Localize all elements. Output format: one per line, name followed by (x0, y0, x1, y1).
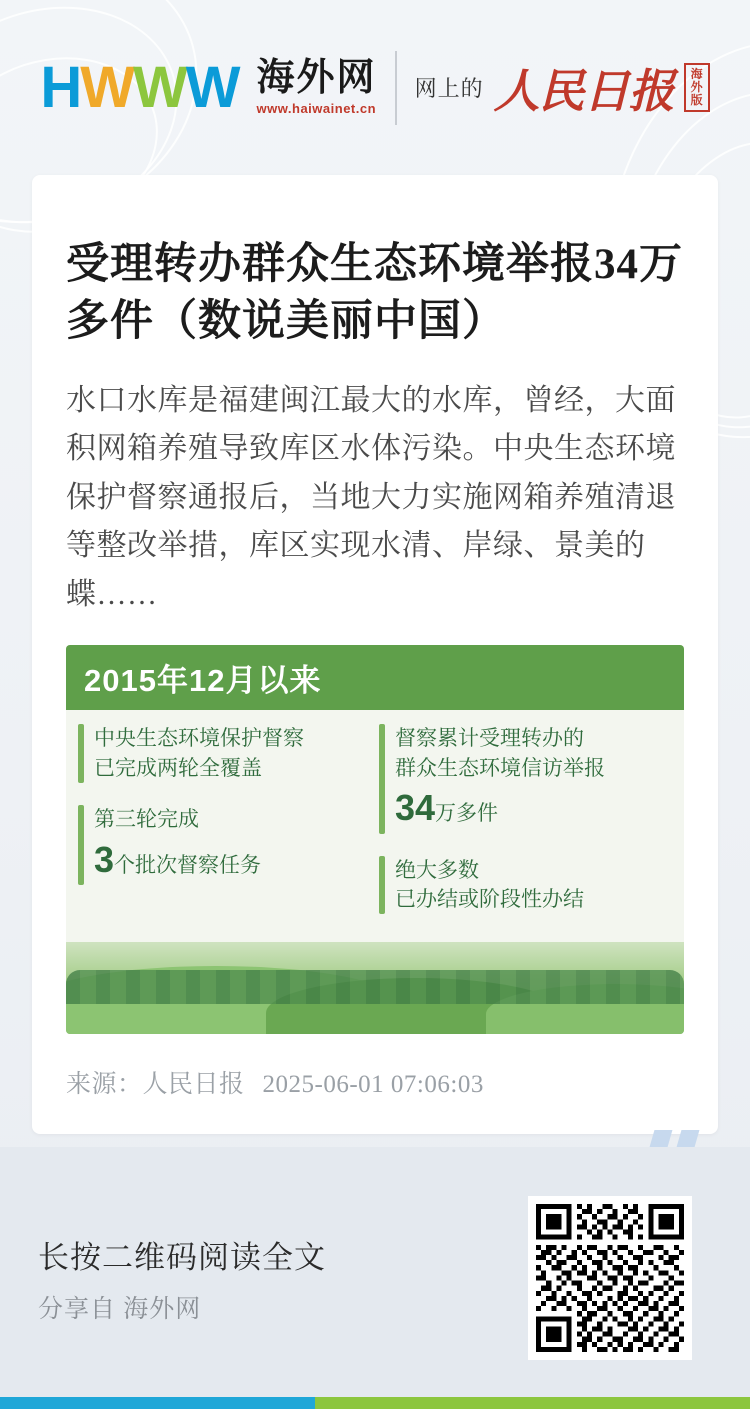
article-source (66, 1064, 684, 1100)
infographic-item-line1: 中央生态环境保护督察 (94, 727, 304, 751)
page-title: 受理转办群众生态环境举报34万多件（数说美丽中国） (66, 241, 683, 345)
infographic-value-unit: 个批次督察任务 (114, 853, 262, 877)
logo-letter-w3: W (185, 54, 239, 120)
infographic-item (78, 805, 365, 885)
article-card[interactable] (32, 175, 718, 1134)
infographic-item-line2: 已办结或阶段性办结 (395, 888, 584, 912)
source-name: 人民日报 (142, 1071, 245, 1099)
treeline-icon (66, 970, 684, 1004)
logo-letter-w1: W (80, 54, 134, 120)
brand-url: www.haiwainet.cn (256, 101, 377, 117)
infographic-item-line1: 绝大多数 (395, 858, 479, 882)
brand-logo[interactable] (40, 51, 709, 125)
infographic-item-line1: 督察累计受理转办的 (395, 727, 584, 751)
infographic-value-number: 34 (395, 787, 436, 829)
infographic-item-text (395, 724, 605, 833)
infographic-item-text (94, 805, 261, 885)
accent-bar-icon (379, 856, 385, 915)
footer-bar (0, 1147, 750, 1409)
infographic-image[interactable] (66, 645, 684, 1034)
site-header (0, 0, 750, 175)
infographic-item-line1: 第三轮完成 (94, 808, 199, 832)
footer-text-block (38, 1232, 528, 1325)
infographic-item-line2: 群众生态环境信访举报 (395, 756, 605, 780)
accent-bar-icon (78, 724, 84, 783)
logo-letter-h: H (40, 54, 81, 120)
infographic-item (379, 724, 666, 833)
infographic-item-text (395, 856, 584, 915)
partner-prefix: 网上的 (414, 76, 484, 101)
partner-name: 人民日报 (493, 65, 674, 117)
infographic-body (66, 710, 684, 942)
footer-main-text: 长按二维码阅读全文 (38, 1239, 326, 1275)
infographic-item-line2: 已完成两轮全覆盖 (94, 756, 262, 780)
brand-name-cn: 海外网 (256, 56, 377, 99)
partner-badge: 海外版 (684, 63, 710, 113)
logo-letter-w2: W (133, 54, 186, 120)
infographic-heading: 2015年12月以来 (66, 645, 684, 710)
source-label: 来源： (66, 1071, 143, 1099)
infographic-item-value (94, 835, 261, 885)
infographic-item (78, 724, 365, 783)
accent-bar-icon (379, 724, 385, 833)
infographic-value-unit: 万多件 (435, 802, 499, 826)
article-timestamp: 2025-06-01 07:06:03 (262, 1071, 484, 1099)
infographic-column-right (379, 724, 666, 936)
qr-code-icon[interactable] (528, 1196, 692, 1360)
brand-name-block (256, 56, 377, 117)
landscape-illustration-icon (66, 942, 684, 1034)
header-divider (395, 51, 397, 125)
partner-logo[interactable] (415, 55, 710, 121)
infographic-item-value (395, 783, 605, 833)
infographic-value-number: 3 (94, 838, 115, 880)
hww-wordmark-icon (40, 54, 239, 120)
infographic-column-left (78, 724, 365, 936)
infographic-item (379, 856, 666, 915)
bottom-accent-bar (0, 1397, 750, 1409)
footer-sub-text: 分享自 海外网 (38, 1295, 202, 1323)
qr-code-svg (536, 1204, 684, 1352)
infographic-item-text (94, 724, 304, 783)
accent-bar-icon (78, 805, 84, 885)
article-summary: 水口水库是福建闽江最大的水库，曾经，大面积网箱养殖导致库区水体污染。中央生态环境保护督察通报后，当地大力实施网箱养殖清退等整改举措，库区实现水清、岸绿、景美的蝶…… (66, 383, 676, 611)
